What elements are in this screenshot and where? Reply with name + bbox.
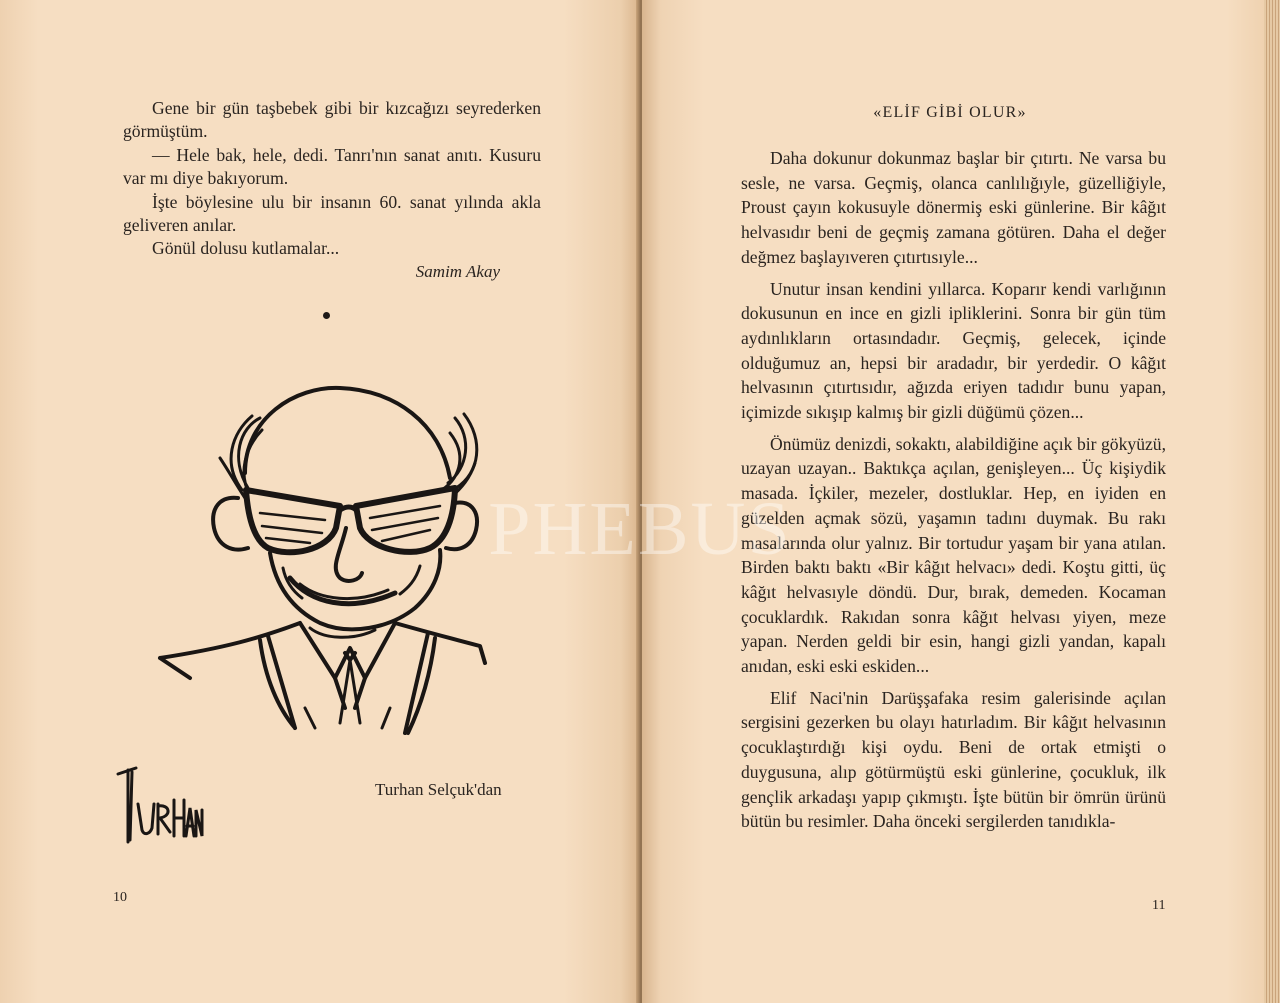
chapter-title: «ELİF GİBİ OLUR» [873,104,1027,121]
caricature-credit: Turhan Selçuk'dan [375,780,502,799]
paragraph: — Hele bak, hele, dedi. Tanrı'nın sanat anıtı. Kusuru var mı diye bakıyorum. [123,144,541,189]
watermark: PHEBUS [488,487,792,571]
paragraph: Önümüz denizdi, sokaktı, alabildiğine açık bir gökyüzü, uzayan uzayan.. Baktıkça açılan, genişleyen... Üç kişiydik masada. İçkiler, mezeler, dostluklar. Hep, en iyiden en güzelden açmak sözü, yaşamın tadını duymak. Bu rakı masalarında olur yalnız. Bir tortudur yaşam bir yana atılan. Birden baktı baktı «Bir kâğıt helvacı» dedi. Koştu gitti, üç kâğıt helvasıyle döndü. Dur, bırak, demeden. Kocaman çocuklardık. Rakıdan sonra kâğıt helvası yiyen, meze yapan. Nerden geldi bir esin, hangi gizli yandan, kapalı anıdan, eski eski eskiden... [741,433,1166,677]
left-page-body [123,97,541,261]
paragraph: Daha dokunur dokunmaz başlar bir çıtırtı. Ne varsa bu sesle, ne varsa. Geçmiş, olanca canlılığıyle, güzelliğiyle, Proust çayın kokusuyle dönermiş eski günlerine. Bir kâğıt helvasıdır beni de geçmiş zamana götüren. Daha el değer değmez başlayıveren çıtırtısıyle... [741,148,1166,267]
page-number-right: 11 [1152,898,1166,913]
paragraph: Unutur insan kendini yıllarca. Koparır kendi varlığının dokusunun en ince en gizli ipliklerini. Sonra bir gün tüm aydınlıkların ortasındadır. Geçmiş, gelecek, içinde olduğumuz an, hepsi bir aradadır, bir yerdedir. O kâğıt helvasının çıtırtısıdır, ağızda eriyen tadıdır bunu yapan, içimizde sıkışıp kalmış bir gizli düğümü çözen... [741,278,1166,423]
paragraph: Elif Naci'nin Darüşşafaka resim galerisinde açılan sergisini gezerken bu olayı hatırladım. Bir kâğıt helvasının çocuklaştırdığı kişi oydu. Beni de ortak etmişti o duygusuna, alıp götürmüştü eski günlerine, çocukluk, ilk gençlik arkadaşı yapıp çıkmıştı. İşte bütün bir ömrün ürünü bütün bu resimler. Daha önceki sergilerden tanıdıkla- [741,687,1166,832]
right-page-edges [1264,0,1280,1003]
separator-dot [323,312,330,319]
paragraph: İşte böylesine ulu bir insanın 60. sanat yılında akla geliveren anılar. [123,191,541,236]
paragraph: Gönül dolusu kutlamalar... [152,238,340,259]
page-number-left: 10 [113,890,127,905]
artist-signature-icon [114,760,204,850]
paragraph: Gene bir gün taşbebek gibi bir kızcağızı seyrederken görmüştüm. [123,98,541,142]
author-signature: Samim Akay [415,262,500,281]
